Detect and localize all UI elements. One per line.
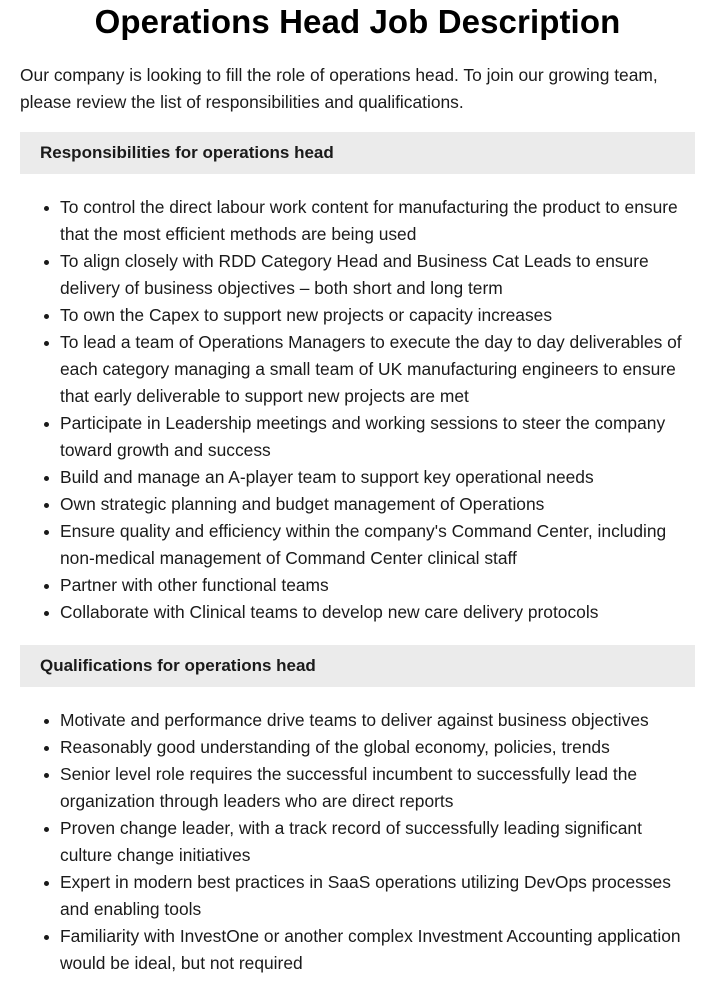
list-item: Partner with other functional teams	[60, 572, 695, 599]
list-item: Own strategic planning and budget management of Operations	[60, 491, 695, 518]
list-item: Motivate and performance drive teams to deliver against business objectives	[60, 707, 695, 734]
list-item: Participate in Leadership meetings and working sessions to steer the company toward growth and success	[60, 410, 695, 464]
list-item: Proven change leader, with a track record of successfully leading significant culture change initiatives	[60, 815, 695, 869]
list-item: Build and manage an A-player team to support key operational needs	[60, 464, 695, 491]
intro-paragraph: Our company is looking to fill the role of operations head. To join our growing team, please review the list of responsibilities and qualifications.	[20, 65, 658, 112]
list-item: To lead a team of Operations Managers to execute the day to day deliverables of each category managing a small team of UK manufacturing engineers to ensure that early deliverable to support new projects are met	[60, 329, 695, 410]
responsibilities-list	[20, 194, 695, 626]
list-item: Expert in modern best practices in SaaS operations utilizing DevOps processes and enabling tools	[60, 869, 695, 923]
list-item: Senior level role requires the successful incumbent to successfully lead the organization through leaders who are direct reports	[60, 761, 695, 815]
list-item: Reasonably good understanding of the global economy, policies, trends	[60, 734, 695, 761]
list-item: Collaborate with Clinical teams to develop new care delivery protocols	[60, 599, 695, 626]
qualifications-header: Qualifications for operations head	[20, 645, 695, 687]
list-item: To control the direct labour work content for manufacturing the product to ensure that the most efficient methods are being used	[60, 194, 695, 248]
qualifications-list	[20, 707, 695, 977]
list-item: To align closely with RDD Category Head and Business Cat Leads to ensure delivery of business objectives – both short and long term	[60, 248, 695, 302]
page-title: Operations Head Job Description	[94, 3, 621, 40]
list-item: Ensure quality and efficiency within the company's Command Center, including non-medical management of Command Center clinical staff	[60, 518, 695, 572]
list-item: To own the Capex to support new projects or capacity increases	[60, 302, 695, 329]
list-item: Familiarity with InvestOne or another complex Investment Accounting application would be ideal, but not required	[60, 923, 695, 977]
responsibilities-header: Responsibilities for operations head	[20, 132, 695, 174]
